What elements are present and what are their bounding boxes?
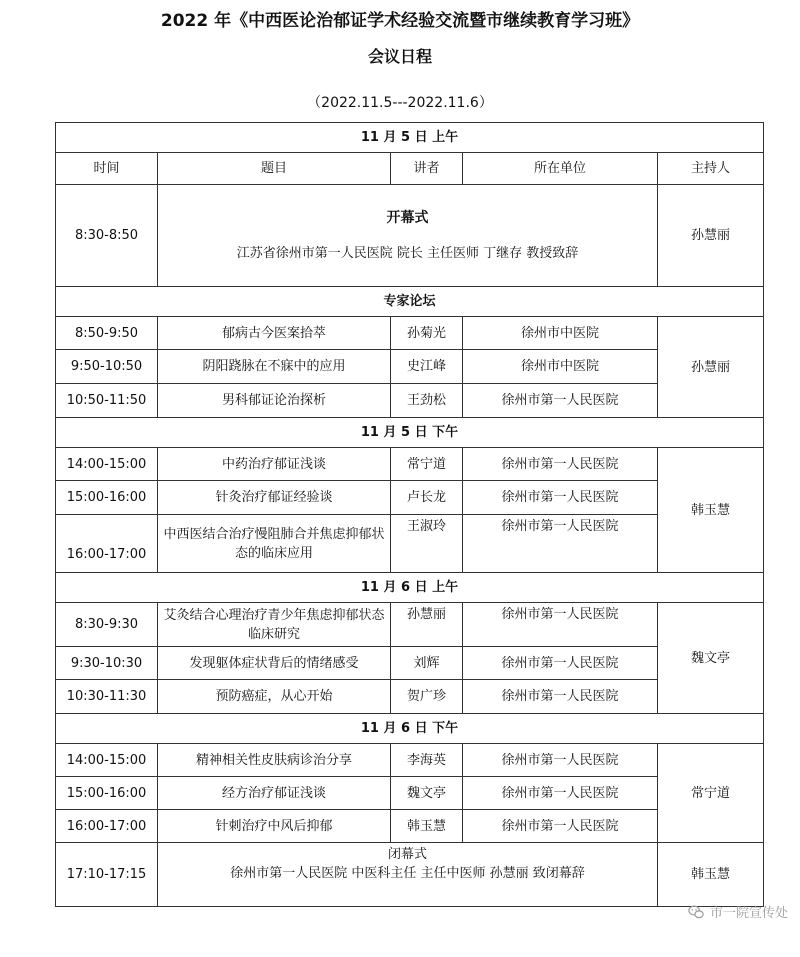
opening-speech: 江苏省徐州市第一人民医院 院长 主任医师 丁继存 教授致辞: [236, 245, 579, 261]
row-unit: 徐州市第一人民医院: [463, 810, 658, 843]
row-time: 16:00-17:00: [56, 810, 158, 843]
row-time: 15:00-16:00: [56, 481, 158, 515]
table-row: [56, 515, 764, 573]
row-time: 9:30-10:30: [56, 647, 158, 680]
section-nov5-morning: 11 月 5 日 上午: [56, 123, 764, 153]
row-speaker: 刘辉: [391, 647, 463, 680]
schedule-heading: 会议日程: [367, 47, 432, 66]
row-unit: 徐州市中医院: [463, 317, 658, 350]
host-forum: 孙慧丽: [658, 317, 764, 418]
row-speaker: 王劲松: [391, 384, 463, 418]
row-topic: 经方治疗郁证浅谈: [158, 777, 391, 810]
row-topic: 中药治疗郁证浅谈: [158, 448, 391, 481]
row-time: 10:30-11:30: [56, 680, 158, 714]
column-header-unit: 所在单位: [463, 153, 658, 185]
row-time: 8:30-9:30: [56, 603, 158, 647]
table-row: [56, 603, 764, 647]
row-topic: 预防癌症，从心开始: [158, 680, 391, 714]
table-row: [56, 744, 764, 777]
row-unit: 徐州市中医院: [463, 350, 658, 384]
section-row: [56, 418, 764, 448]
wechat-icon: [687, 903, 705, 921]
row-topic: 艾灸结合心理治疗青少年焦虑抑郁状态临床研究: [158, 603, 391, 647]
table-row: [56, 317, 764, 350]
column-header-speaker: 讲者: [391, 153, 463, 185]
row-time: 15:00-16:00: [56, 777, 158, 810]
row-topic: 男科郁证论治探析: [158, 384, 391, 418]
row-speaker: 史江峰: [391, 350, 463, 384]
table-row: [56, 448, 764, 481]
table-row: [56, 810, 764, 843]
row-speaker: 韩玉慧: [391, 810, 463, 843]
row-unit: 徐州市第一人民医院: [463, 481, 658, 515]
row-time: 14:00-15:00: [56, 448, 158, 481]
column-header-time: 时间: [56, 153, 158, 185]
row-unit: 徐州市第一人民医院: [463, 647, 658, 680]
host-nov6-morning: 魏文亭: [658, 603, 764, 714]
host-nov5-afternoon: 韩玉慧: [658, 448, 764, 573]
row-unit: 徐州市第一人民医院: [463, 384, 658, 418]
opening-host: 孙慧丽: [658, 185, 764, 287]
header-row: [56, 153, 764, 185]
row-topic: 针灸治疗郁证经验谈: [158, 481, 391, 515]
closing-cell: [158, 843, 658, 907]
table-row: [56, 384, 764, 418]
row-speaker: 李海英: [391, 744, 463, 777]
row-unit: 徐州市第一人民医院: [463, 680, 658, 714]
row-topic: 中西医结合治疗慢阻肺合并焦虑抑郁状态的临床应用: [158, 515, 391, 573]
table-row: [56, 350, 764, 384]
column-header-topic: 题目: [158, 153, 391, 185]
opening-time: 8:30-8:50: [56, 185, 158, 287]
row-time: 16:00-17:00: [56, 515, 158, 573]
row-topic: 阴阳跷脉在不寐中的应用: [158, 350, 391, 384]
table-row: [56, 647, 764, 680]
row-unit: 徐州市第一人民医院: [463, 448, 658, 481]
row-time: 10:50-11:50: [56, 384, 158, 418]
section-nov6-morning: 11 月 6 日 上午: [56, 573, 764, 603]
row-speaker: 常宁道: [391, 448, 463, 481]
row-unit: 徐州市第一人民医院: [463, 744, 658, 777]
opening-cell: [158, 185, 658, 287]
table-row: [56, 777, 764, 810]
opening-title: 开幕式: [386, 209, 429, 226]
section-nov5-afternoon: 11 月 5 日 下午: [56, 418, 764, 448]
row-time: 9:50-10:50: [56, 350, 158, 384]
row-time: 14:00-15:00: [56, 744, 158, 777]
section-row: [56, 714, 764, 744]
row-time: 8:50-9:50: [56, 317, 158, 350]
table-row: [56, 680, 764, 714]
row-unit: 徐州市第一人民医院: [463, 603, 658, 647]
schedule-table: [55, 122, 764, 907]
section-nov6-afternoon: 11 月 6 日 下午: [56, 714, 764, 744]
section-row: [56, 123, 764, 153]
watermark-text: 市一院宣传处: [709, 906, 788, 921]
row-speaker: 贺广珍: [391, 680, 463, 714]
section-row: [56, 287, 764, 317]
section-row: [56, 573, 764, 603]
document-title: 2022 年《中西医论治郁证学术经验交流暨市继续教育学习班》: [160, 11, 640, 31]
row-speaker: 王淑玲: [391, 515, 463, 573]
date-range: （2022.11.5---2022.11.6）: [307, 95, 493, 111]
table-row: [56, 481, 764, 515]
row-unit: 徐州市第一人民医院: [463, 515, 658, 573]
row-topic: 郁病古今医案拾萃: [158, 317, 391, 350]
section-expert-forum: 专家论坛: [56, 287, 764, 317]
row-unit: 徐州市第一人民医院: [463, 777, 658, 810]
host-nov6-afternoon: 常宁道: [658, 744, 764, 843]
row-topic: 发现躯体症状背后的情绪感受: [158, 647, 391, 680]
closing-host: 韩玉慧: [658, 843, 764, 907]
row-topic: 针刺治疗中风后抑郁: [158, 810, 391, 843]
closing-title: 闭幕式: [387, 847, 427, 862]
closing-row: [56, 843, 764, 907]
closing-speech: 徐州市第一人民医院 中医科主任 主任中医师 孙慧丽 致闭幕辞: [230, 866, 585, 881]
row-speaker: 孙菊光: [391, 317, 463, 350]
row-speaker: 卢长龙: [391, 481, 463, 515]
column-header-host: 主持人: [658, 153, 764, 185]
row-topic: 精神相关性皮肤病诊治分享: [158, 744, 391, 777]
watermark: [687, 902, 788, 921]
closing-time: 17:10-17:15: [56, 843, 158, 907]
row-speaker: 魏文亭: [391, 777, 463, 810]
row-speaker: 孙慧丽: [391, 603, 463, 647]
opening-row: [56, 185, 764, 287]
